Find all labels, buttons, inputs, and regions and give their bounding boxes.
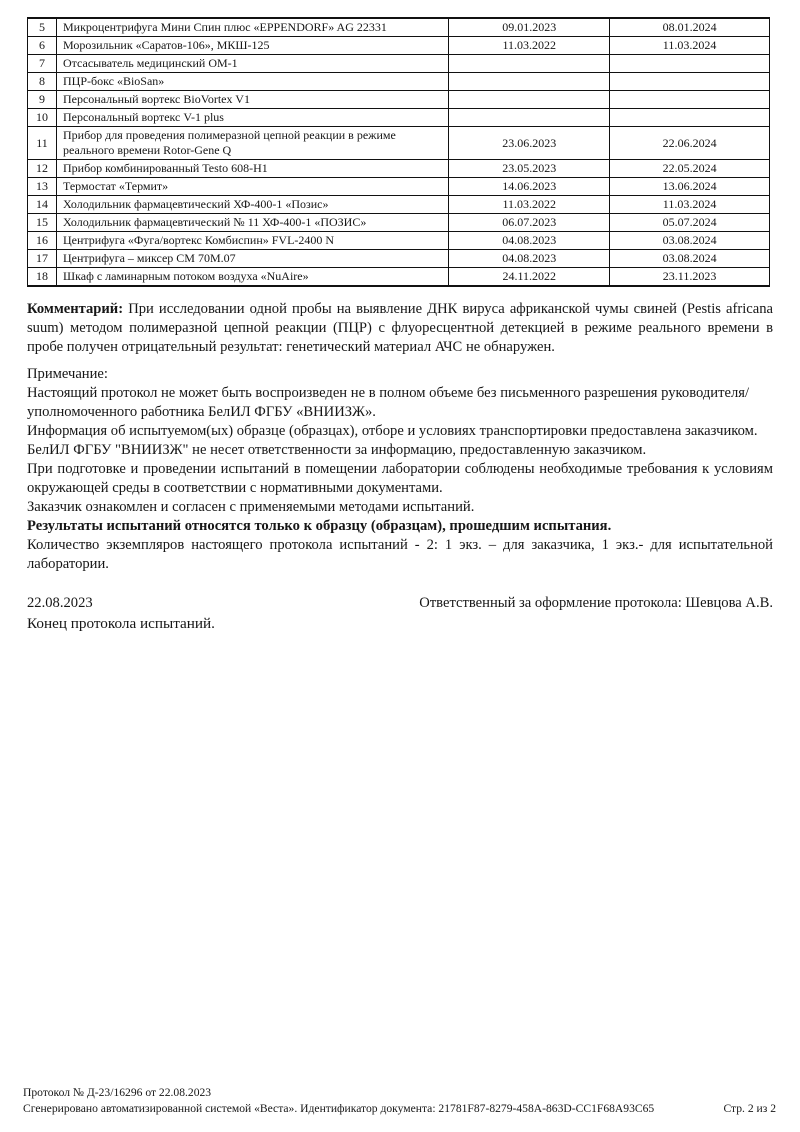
table-row	[28, 18, 770, 37]
footer-protocol-number: Протокол № Д-23/16296 от 22.08.2023	[23, 1086, 212, 1099]
row-number-cell: 17	[28, 250, 57, 268]
note-line: Примечание:	[27, 366, 108, 382]
table-row	[28, 109, 770, 127]
note-line: Заказчик ознакомлен и согласен с применяемыми методами испытаний.	[27, 499, 475, 515]
valid-until-date-cell: 22.06.2024	[610, 127, 770, 160]
table-row	[28, 55, 770, 73]
note-line: При подготовке и проведении испытаний в помещении лаборатории соблюдены необходимые требования к условиям окружающей среды в соответствии с нормативными документами.	[27, 461, 773, 496]
equipment-name-cell: Термостат «Термит»	[56, 178, 448, 196]
note-line: Информация об испытуемом(ых) образце (образцах), отборе и условиях транспортировки предоставлена заказчиком.	[27, 423, 758, 439]
page-footer	[23, 1085, 776, 1117]
table-row	[28, 160, 770, 178]
end-of-protocol-line: Конец протокола испытаний.	[27, 615, 215, 632]
footer-page-number: Стр. 2 из 2	[723, 1102, 776, 1115]
valid-until-date-cell: 08.01.2024	[610, 18, 770, 37]
verification-date-cell: 11.03.2022	[449, 196, 610, 214]
equipment-name-cell: Центрифуга – миксер СМ 70М.07	[56, 250, 448, 268]
equipment-table-body	[28, 18, 770, 286]
note-line: БелИЛ ФГБУ "ВНИИЗЖ" не несет ответственности за информацию, предоставленную заказчиком.	[27, 442, 647, 458]
table-row	[28, 127, 770, 160]
table-row	[28, 232, 770, 250]
valid-until-date-cell	[610, 55, 770, 73]
signoff-date: 22.08.2023	[27, 595, 93, 611]
comment-label: Комментарий:	[27, 301, 124, 317]
row-number-cell: 13	[28, 178, 57, 196]
row-number-cell: 7	[28, 55, 57, 73]
valid-until-date-cell: 11.03.2024	[610, 196, 770, 214]
table-row	[28, 91, 770, 109]
comment-text: При исследовании одной пробы на выявление ДНК вируса африканской чумы свиней (Pestis africana suum) методом полимеразной цепной реакции (ПЦР) с флуоресцентной детекцией в режиме реального времени в пробе получен отрицательный результат: генетический материал АЧС не обнаружен.	[27, 301, 773, 355]
verification-date-cell	[449, 91, 610, 109]
row-number-cell: 18	[28, 268, 57, 287]
verification-date-cell	[449, 109, 610, 127]
verification-date-cell	[449, 55, 610, 73]
equipment-name-cell: Микроцентрифуга Мини Спин плюс «EPPENDORF» AG 22331	[56, 18, 448, 37]
valid-until-date-cell	[610, 109, 770, 127]
table-row	[28, 37, 770, 55]
valid-until-date-cell: 03.08.2024	[610, 250, 770, 268]
verification-date-cell: 14.06.2023	[449, 178, 610, 196]
valid-until-date-cell: 11.03.2024	[610, 37, 770, 55]
row-number-cell: 9	[28, 91, 57, 109]
valid-until-date-cell	[610, 73, 770, 91]
verification-date-cell	[449, 73, 610, 91]
notes-block	[27, 365, 773, 574]
equipment-name-cell: Шкаф с ламинарным потоком воздуха «NuAire»	[56, 268, 448, 287]
valid-until-date-cell: 13.06.2024	[610, 178, 770, 196]
signoff-responsible: Ответственный за оформление протокола: Шевцова А.В.	[419, 595, 773, 611]
table-row	[28, 268, 770, 287]
equipment-name-cell: Центрифуга «Фуга/вортекс Комбиспин» FVL-2400 N	[56, 232, 448, 250]
verification-date-cell: 11.03.2022	[449, 37, 610, 55]
equipment-table	[27, 17, 770, 287]
equipment-name-cell: Персональный вортекс V-1 plus	[56, 109, 448, 127]
table-row	[28, 73, 770, 91]
equipment-name-cell: Прибор для проведения полимеразной цепной реакции в режиме реального времени Rotor-Gene Q	[56, 127, 448, 160]
verification-date-cell: 24.11.2022	[449, 268, 610, 287]
comment-paragraph	[27, 300, 773, 357]
equipment-name-cell: Отсасыватель медицинский ОМ-1	[56, 55, 448, 73]
valid-until-date-cell: 22.05.2024	[610, 160, 770, 178]
equipment-name-cell: Холодильник фармацевтический № 11 ХФ-400-1 «ПОЗИС»	[56, 214, 448, 232]
verification-date-cell: 06.07.2023	[449, 214, 610, 232]
signoff-row	[27, 594, 773, 613]
valid-until-date-cell: 05.07.2024	[610, 214, 770, 232]
valid-until-date-cell: 23.11.2023	[610, 268, 770, 287]
note-line: Настоящий протокол не может быть воспроизведен не в полном объеме без письменного разрешения руководителя/уполномоченного работника БелИЛ ФГБУ «ВНИИЗЖ».	[27, 385, 750, 420]
row-number-cell: 15	[28, 214, 57, 232]
equipment-name-cell: Прибор комбинированный Testo 608-H1	[56, 160, 448, 178]
table-row	[28, 250, 770, 268]
verification-date-cell: 04.08.2023	[449, 232, 610, 250]
row-number-cell: 11	[28, 127, 57, 160]
equipment-name-cell: Персональный вортекс BioVortex V1	[56, 91, 448, 109]
valid-until-date-cell: 03.08.2024	[610, 232, 770, 250]
row-number-cell: 6	[28, 37, 57, 55]
note-line: Количество экземпляров настоящего протокола испытаний - 2: 1 экз. – для заказчика, 1 экз.- для испытательной лаборатории.	[27, 537, 773, 572]
table-row	[28, 214, 770, 232]
table-row	[28, 196, 770, 214]
verification-date-cell: 09.01.2023	[449, 18, 610, 37]
row-number-cell: 14	[28, 196, 57, 214]
verification-date-cell: 04.08.2023	[449, 250, 610, 268]
equipment-name-cell: ПЦР-бокс «BioSan»	[56, 73, 448, 91]
note-line: Результаты испытаний относятся только к образцу (образцам), прошедшим испытания.	[27, 518, 612, 534]
footer-generated-row	[23, 1101, 776, 1117]
page-content	[27, 17, 773, 633]
verification-date-cell: 23.05.2023	[449, 160, 610, 178]
footer-generated-text: Сгенерировано автоматизированной системой «Веста». Идентификатор документа: 21781F87-8279-458A-863D-CC1F68A93C65	[23, 1102, 655, 1115]
equipment-name-cell: Холодильник фармацевтический ХФ-400-1 «Позис»	[56, 196, 448, 214]
row-number-cell: 16	[28, 232, 57, 250]
row-number-cell: 12	[28, 160, 57, 178]
table-row	[28, 178, 770, 196]
verification-date-cell: 23.06.2023	[449, 127, 610, 160]
row-number-cell: 8	[28, 73, 57, 91]
equipment-name-cell: Морозильник «Саратов-106», МКШ-125	[56, 37, 448, 55]
row-number-cell: 5	[28, 18, 57, 37]
valid-until-date-cell	[610, 91, 770, 109]
row-number-cell: 10	[28, 109, 57, 127]
